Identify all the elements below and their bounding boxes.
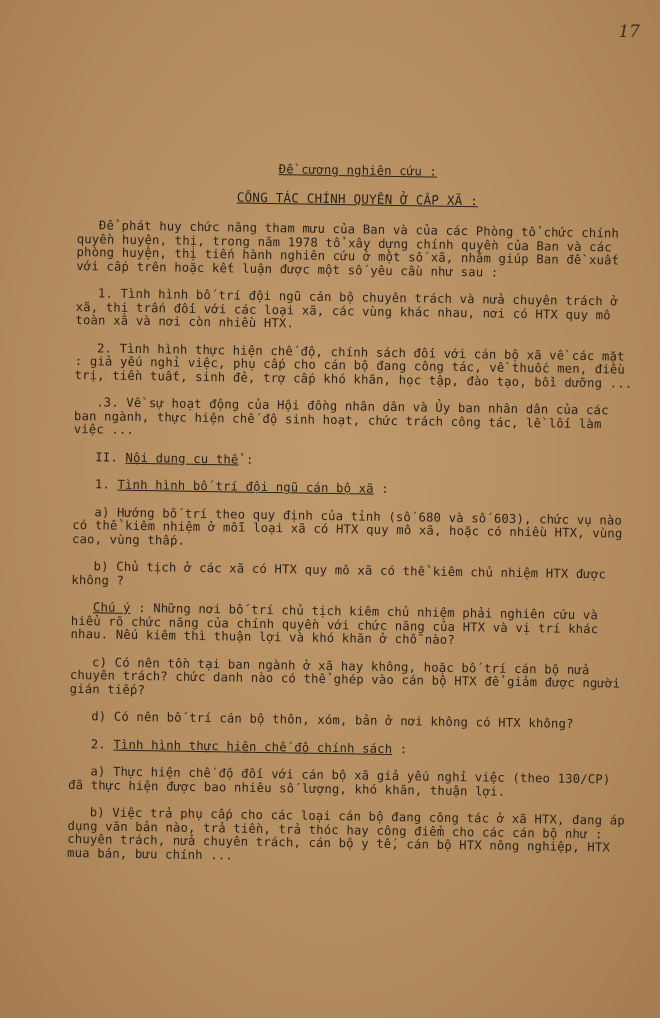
- page-number: 17: [618, 22, 640, 42]
- part2-heading: [95, 451, 633, 473]
- part1-item-2: 2. Tình hình thực hiện chế độ, chính sách đối với cán bộ xã về các mặt : giả yếu nghỉ việc, phụ cấp cho cán bộ đang công tác, về thuốc men, điều trị, tiền tuất, sinh đẻ, trợ cấp khó khăn, học tập, đào tạo, bồi dưỡng ...: [74, 340, 633, 391]
- document-title: [78, 160, 638, 182]
- document-subtitle: [77, 187, 637, 209]
- document-body: [67, 160, 638, 883]
- part1-item-3: .3. Về sự hoạt động của Hội đồng nhân dân và Ủy ban nhân dân của các ban ngành, thực hiện chế độ sinh hoạt, chức trách công tác, lề lối làm việc ...: [73, 395, 617, 437]
- section1-note: [70, 601, 631, 650]
- part2-heading-suffix: :: [238, 452, 254, 467]
- section1-item-b: b) Chủ tịch ở các xã có HTX quy mô xã có thể kiêm chủ nhiệm HTX được không ?: [71, 559, 614, 588]
- section2-item-b: b) Việc trả phụ cấp cho các loại cán bộ đang công tác ở xã HTX, đang áp dụng văn bản nào, trả tiền, trả thóc hay công điểm cho các cán bộ như : chuyên trách, nửa chuyên trách, cán bộ y tế, cán bộ HTX nông nghiệp, HTX mua bán, bưu chính ...: [67, 805, 633, 863]
- section2-item-a: a) Thực hiện chế độ đối với cán bộ xã giả yếu nghỉ việc (theo 130/CP) đã thực hiện được bao nhiêu số lượng, khó khăn, thuận lợi.: [68, 764, 619, 799]
- intro-paragraph: Để phát huy chức năng tham mưu của Ban và của các Phòng tổ chức chính quyền huyện, thị, trong năm 1978 tổ xây dựng chính quyền của Ban và các phòng huyện, thị tiến hành nghiên cứu ở một số xã, nhằm giúp Ban đề xuất với cấp trên hoặc kết luận được một số yêu cầu như sau :: [76, 218, 627, 280]
- document-subtitle-text: CÔNG TÁC CHÍNH QUYỀN Ở CẤP XÃ :: [236, 189, 479, 208]
- note-text: : Những nơi bố trí chủ tịch kiêm chủ nhiệm phải nghiên cứu và hiểu rõ chức năng của chính quyền với chức năng của HTX và vị trí khác nhau. Nếu kiêm thì thuận lợi và khó khăn ở chỗ nào?: [70, 600, 606, 647]
- document-title-text: Đề cương nghiên cứu :: [278, 162, 438, 179]
- section2-heading-suffix: :: [392, 741, 408, 756]
- part2-heading-prefix: II.: [95, 449, 126, 465]
- section1-heading-text: Tình hình bố trí đội ngũ cán bộ xã: [117, 477, 374, 496]
- note-label: Chú ý: [92, 600, 131, 615]
- section1-heading-prefix: 1.: [94, 477, 118, 492]
- section1-item-c: c) Có nên tồn tại ban ngành ở xã hay không, hoặc bố trí cán bộ nửa chuyên trách? chức danh nào có thể ghép vào cán bộ HTX để giảm được người gián tiếp?: [69, 654, 628, 697]
- part1-item-1: 1. Tình hình bố trí đội ngũ cán bộ chuyên trách và nửa chuyên trách ở xã, thị trấn đối với các loại xã, các vùng khác nhau, nơi có HTX quy mô toàn xã và nơi còn nhiều HTX.: [75, 286, 626, 331]
- section1-heading-suffix: :: [373, 481, 389, 496]
- section2-heading: [91, 738, 629, 760]
- section1-item-a: a) Hướng bố trí theo quy định của tỉnh (số 680 và số 603), chức vụ nào có thể kiêm nhiệm ở mỗi loại xã có HTX quy mô xã, hoặc có nhiều HTX, vùng cao, vùng thấp.: [71, 504, 631, 548]
- section2-heading-text: Tình hình thực hiện chế độ chính sách: [113, 737, 393, 756]
- section2-heading-prefix: 2.: [90, 736, 114, 752]
- section1-item-d: d) Có nên bố trí cán bộ thôn, xóm, bản ở nơi không có HTX không?: [91, 709, 574, 731]
- section1-heading: [95, 478, 633, 500]
- part2-heading-text: Nội dung cụ thể: [125, 450, 239, 467]
